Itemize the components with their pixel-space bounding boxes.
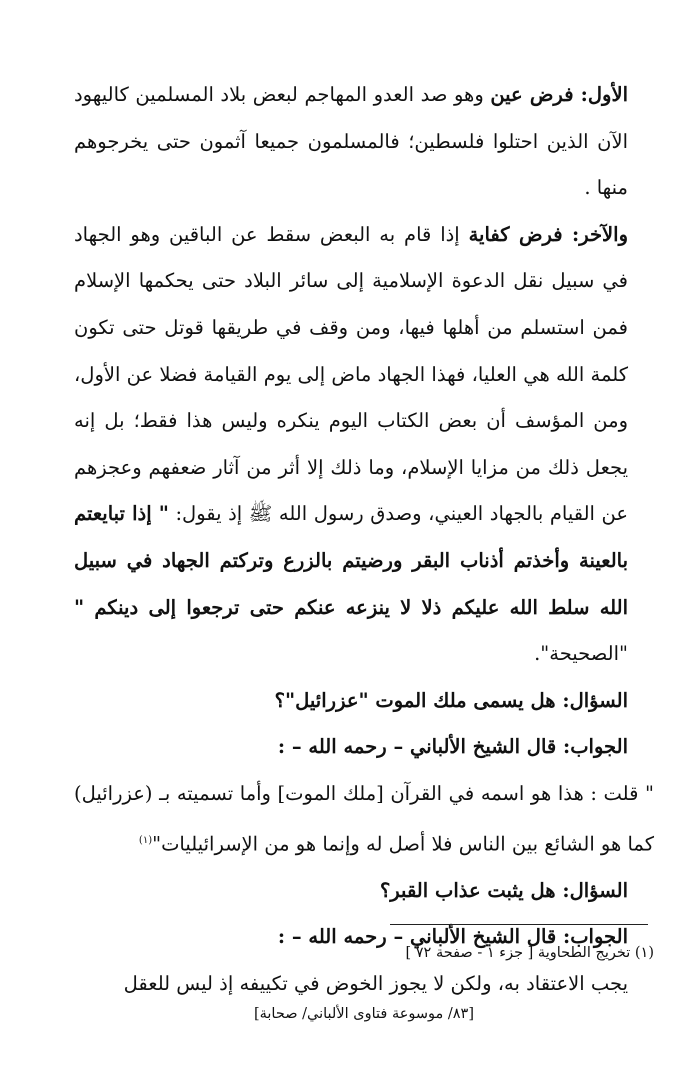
paragraph-text: إذا قام به البعض سقط عن الباقين وهو الجهاد في سبيل نقل الدعوة الإسلامية إلى سائر البلاد حتى يحكمها الإسلام فمن استسلم من أهلها فيها، ومن وقف في طريقها قوتل حتى تكون كلمة الله هي العليا، فهذا الجهاد ماض إلى يوم القيامة فضلا عن الأول، ومن المؤسف أن بعض الكتاب اليوم ينكره وليس هذا فقط؛ بل إنه يجعل ذلك من مزايا الإسلام، وما ذلك إلا أثر من آثار ضعفهم وعجزهم عن القيام بالجهاد العيني، وصدق رسول الله ﷺ إذ يقول:: [74, 222, 628, 526]
answer-1-heading: [74, 724, 654, 771]
page-footer: [٨٣/ موسوعة فتاوى الألباني/ صحابة]: [253, 1006, 475, 1022]
paragraph-first-type: [74, 72, 654, 212]
question-text: هل يثبت عذاب القبر؟: [379, 878, 563, 902]
footnote: (١) تخريج الطحاوية [ جزء ١ - صفحة ٧٢ ]: [405, 945, 654, 961]
footnote-divider: [390, 924, 648, 925]
question-1: [74, 678, 654, 725]
answer-label: الجواب:: [563, 735, 628, 759]
paragraph-label: الأول: فرض عين: [490, 83, 628, 106]
paragraph-label: والآخر: فرض كفاية: [468, 222, 629, 246]
question-label: السؤال:: [562, 878, 628, 902]
question-text: هل يسمى ملك الموت "عزرائيل"؟: [274, 688, 563, 712]
answer-attribution: قال الشيخ الألباني – رحمه الله – :: [277, 735, 563, 759]
paragraph-text: وهو صد العدو المهاجم لبعض بلاد المسلمين كاليهود الآن الذين احتلوا فلسطين؛ فالمسلمون جميعا آثمون حتى يخرجوهم منها .: [74, 83, 628, 200]
paragraph-second-type: [74, 212, 654, 678]
answer-text: يجب الاعتقاد به، ولكن لا يجوز الخوض في تكييفه إذ ليس للعقل: [123, 971, 628, 995]
hadith-source: "الصحيحة".: [534, 642, 628, 666]
answer-text: " قلت : هذا هو اسمه في القرآن [ملك الموت] وأما تسميته بـ (عزرائيل) كما هو الشائع بين الناس فلا أصل له وإنما هو من الإسرائيليات": [74, 781, 654, 855]
question-label: السؤال:: [562, 688, 628, 712]
answer-1-text: [74, 771, 654, 868]
answer-2-text: [74, 961, 654, 1008]
answer-label: الجواب:: [563, 925, 628, 949]
answer-attribution: قال الشيخ الألباني – رحمه الله – :: [277, 925, 563, 949]
footnote-ref: (١): [138, 834, 153, 846]
hadith-quote: " إذا تبايعتم بالعينة وأخذتم أذناب البقر ورضيتم بالزرع وتركتم الجهاد في سبيل الله سلط الله عليكم ذلا لا ينزعه عنكم حتى ترجعوا إلى دينكم ": [74, 502, 628, 619]
body-text: [74, 72, 654, 1007]
question-2: [74, 868, 654, 915]
